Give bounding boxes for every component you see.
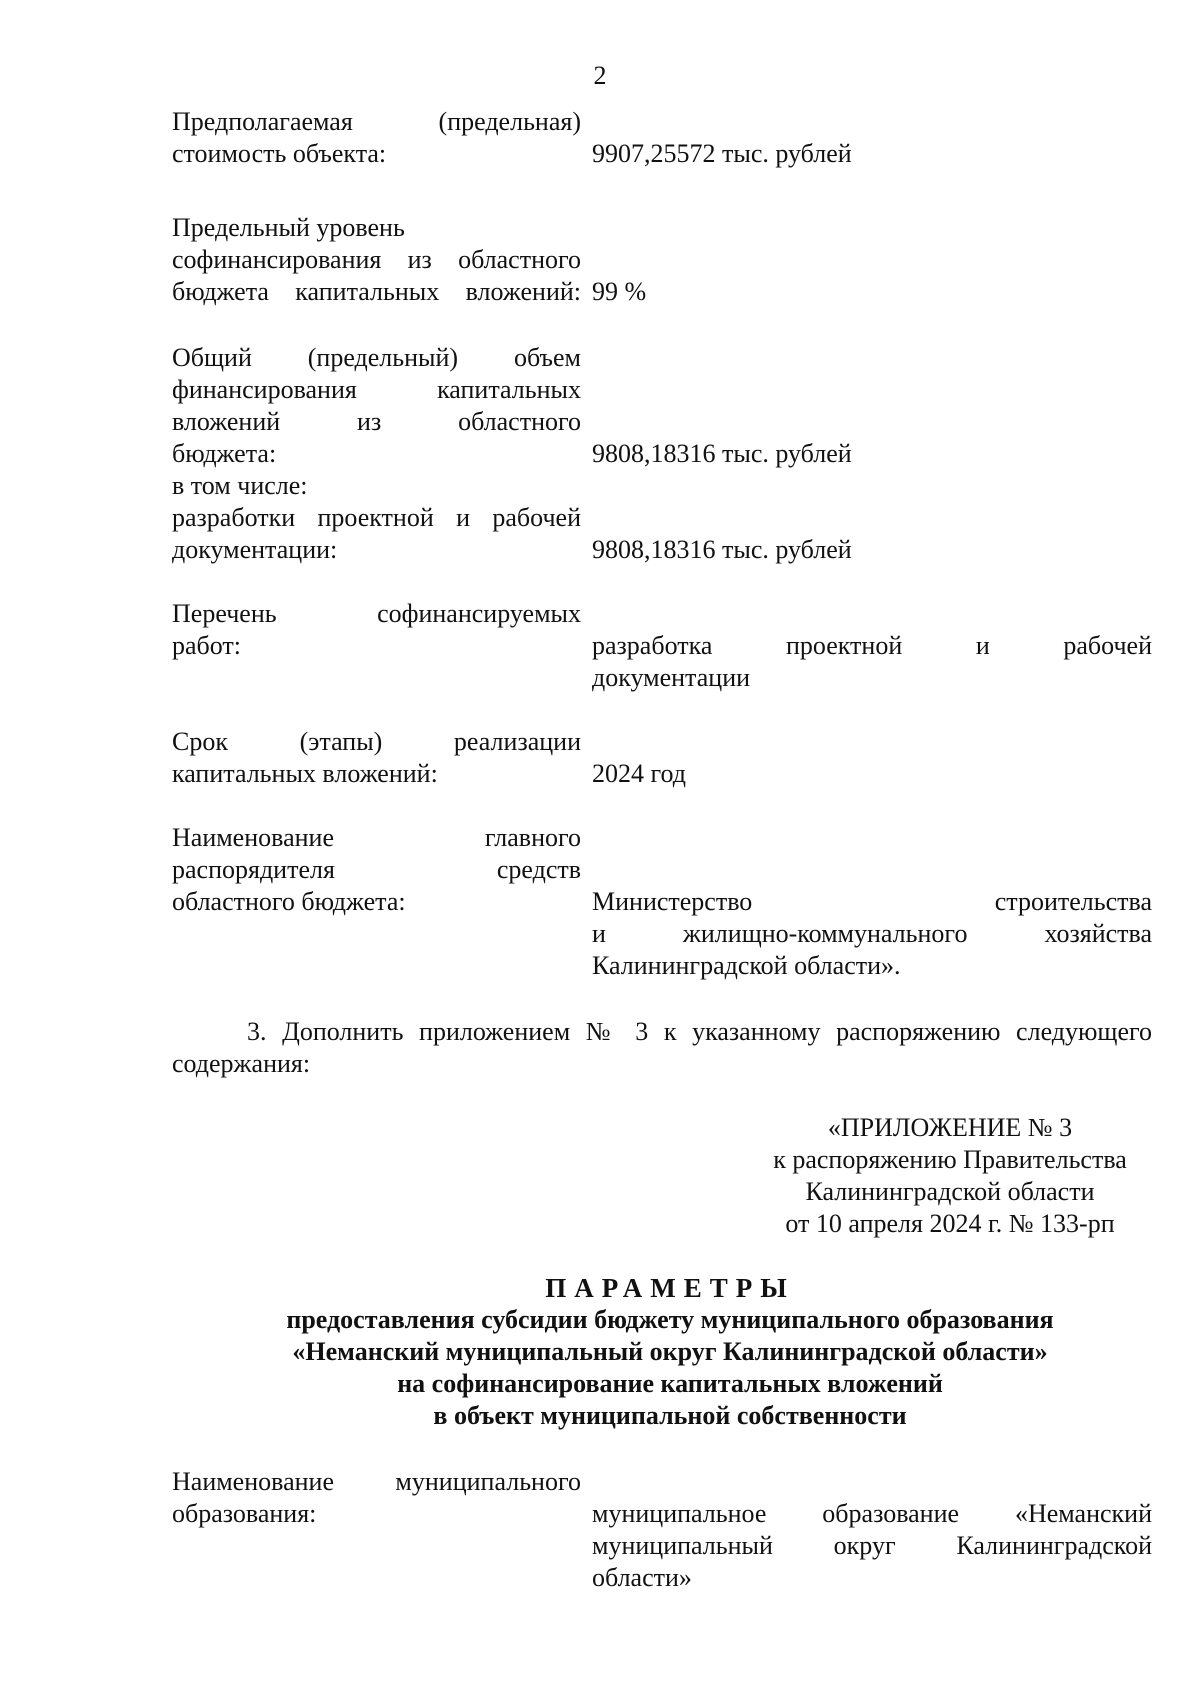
value-line: документации bbox=[592, 663, 751, 692]
label-line: бюджета капитальных вложений: bbox=[172, 277, 581, 306]
label-line: Наименование главного bbox=[172, 823, 581, 852]
value-line: и жилищно-коммунального хозяйства bbox=[592, 919, 1152, 948]
page-number: 2 bbox=[593, 61, 607, 90]
value-line: разработка проектной и рабочей bbox=[592, 631, 1152, 660]
label-line: документации: bbox=[172, 535, 338, 564]
label-line: вложений из областного bbox=[172, 407, 581, 436]
label-line: Перечень софинансируемых bbox=[172, 599, 581, 628]
parameters-subtitle-line: «Неманский муниципальный округ Калининградской области» bbox=[292, 1337, 1048, 1366]
value-line: области» bbox=[592, 1563, 692, 1592]
value-line: Калининградской области». bbox=[592, 951, 901, 980]
label-line: капитальных вложений: bbox=[172, 759, 438, 788]
field-value bbox=[592, 886, 1152, 982]
field-label bbox=[172, 470, 581, 566]
label-line: Общий (предельный) объем bbox=[172, 343, 581, 372]
label-line: Срок (этапы) реализации bbox=[172, 727, 581, 756]
label-line: Предполагаемая (предельная) bbox=[172, 107, 581, 136]
field-label bbox=[172, 726, 581, 790]
label-line: распорядителя средств bbox=[172, 855, 581, 884]
field-value bbox=[592, 758, 1152, 790]
field-value bbox=[592, 630, 1152, 694]
label-line: областного бюджета: bbox=[172, 887, 406, 916]
field-label bbox=[172, 212, 581, 308]
parameters-heading bbox=[0, 1272, 1200, 1432]
label-line: в том числе: bbox=[172, 471, 308, 500]
value-line: 9907,25572 тыс. рублей bbox=[592, 139, 852, 168]
label-line: разработки проектной и рабочей bbox=[172, 503, 581, 532]
field-label bbox=[172, 822, 581, 918]
field-value bbox=[592, 1498, 1152, 1594]
field-value bbox=[592, 138, 1152, 170]
value-line: муниципальное образование «Неманский bbox=[592, 1499, 1152, 1528]
label-line: Предельный уровень bbox=[172, 213, 405, 242]
label-line: Наименование муниципального bbox=[172, 1467, 581, 1496]
paragraph-line: 3. Дополнить приложением № 3 к указанному распоряжению следующего bbox=[247, 1017, 1152, 1046]
field-value bbox=[592, 438, 1152, 470]
appendix-line: от 10 апреля 2024 г. № 133-рп bbox=[785, 1209, 1115, 1238]
field-value bbox=[592, 276, 1152, 308]
field-label bbox=[172, 342, 581, 470]
value-line: Министерство строительства bbox=[592, 887, 1152, 916]
appendix-line: к распоряжению Правительства bbox=[773, 1145, 1127, 1174]
paragraph-line: содержания: bbox=[172, 1049, 311, 1078]
field-label bbox=[172, 598, 581, 662]
paragraph-3 bbox=[172, 1016, 1152, 1080]
label-line: финансирования капитальных bbox=[172, 375, 581, 404]
label-line: работ: bbox=[172, 631, 242, 660]
label-line: стоимость объекта: bbox=[172, 139, 387, 168]
parameters-title: ПАРАМЕТРЫ bbox=[545, 1273, 795, 1303]
label-line: бюджета: bbox=[172, 439, 277, 468]
parameters-subtitle-line: в объект муниципальной собственности bbox=[433, 1401, 907, 1430]
value-line: 2024 год bbox=[592, 759, 686, 788]
field-value bbox=[592, 534, 1152, 566]
appendix-line: «ПРИЛОЖЕНИЕ № 3 bbox=[827, 1113, 1073, 1142]
value-line: 9808,18316 тыс. рублей bbox=[592, 439, 852, 468]
field-label bbox=[172, 106, 581, 170]
label-line: софинансирования из областного bbox=[172, 245, 581, 274]
value-line: 9808,18316 тыс. рублей bbox=[592, 535, 852, 564]
value-line: 99 % bbox=[592, 277, 647, 306]
label-line: образования: bbox=[172, 1499, 317, 1528]
parameters-subtitle-line: предоставления субсидии бюджету муниципального образования bbox=[286, 1305, 1054, 1334]
appendix-header bbox=[740, 1112, 1160, 1240]
parameters-subtitle-line: на софинансирование капитальных вложений bbox=[397, 1369, 943, 1398]
value-line: муниципальный округ Калининградской bbox=[592, 1531, 1152, 1560]
field-label bbox=[172, 1466, 581, 1530]
appendix-line: Калининградской области bbox=[805, 1177, 1095, 1206]
